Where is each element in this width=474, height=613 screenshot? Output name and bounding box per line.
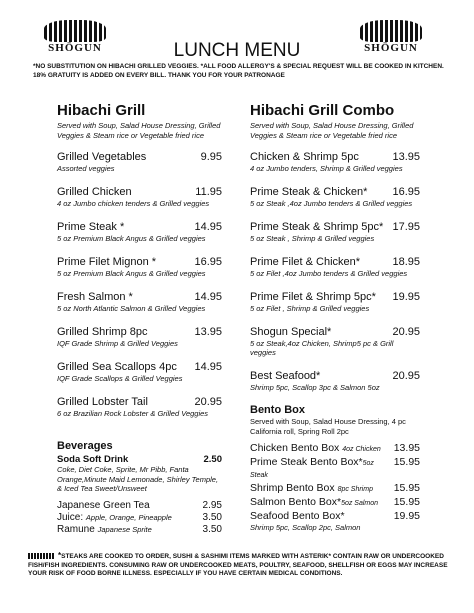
item-price: 15.95 [393,496,420,508]
item-description: 4 oz Jumbo chicken tenders & Grilled veggies [57,199,210,208]
footer-asterisk: * [58,551,62,560]
item-description: 5 oz Premium Black Angus & Grilled veggies [57,234,206,243]
item-name: Prime Steak & Shrimp 5pc* [250,221,384,233]
menu-item [250,326,420,357]
item-price: 18.95 [392,256,420,268]
item-note: 8pc Shrimp [337,486,373,493]
item-description: 6 oz Brazilian Rock Lobster & Grilled Veggies [57,409,209,418]
item-description: Shrimp 5pc, Scallop 3pc & Salmon 5oz [250,383,380,392]
item-price: 3.50 [202,511,222,523]
menu-item [57,326,222,348]
soda-description: Coke, Diet Coke, Sprite, Mr Pibb, Fanta Orange,Minute Maid Lemonade, Shirley Temple, & Iced Tea Sweet/Unsweet [57,465,219,493]
bento-item [250,456,420,480]
menu-item [250,221,420,243]
item-name: Prime Steak * [57,221,125,233]
item-name: Grilled Chicken [57,186,132,198]
item-name: Chicken & Shrimp 5pc [250,151,359,163]
menu-item [57,361,222,383]
item-name: Grilled Vegetables [57,151,147,163]
left-column [57,102,222,535]
item-price: 15.95 [393,456,420,468]
bento-item [250,442,420,454]
item-price: 13.95 [393,442,420,454]
item-price: 14.95 [194,291,222,303]
item-name: Prime Filet & Shrimp 5pc* [250,291,376,303]
logo-text: SHŌGUN [48,42,102,54]
item-price: 2.50 [203,454,222,465]
footer-text: STEAKS ARE COOKED TO ORDER, SUSHI & SASHIMI ITEMS MARKED WITH ASTERIK* CONTAIN RAW OR UNDERCOOKED FISH/FISH INGREDIENTS. CONSUMING RAW OR UNDERCOOKED MEATS, POULTRY, SEAFOOD, SHELLFISH OR EGGS MAY INCREASE YOUR RISK OF FOOD BORNE ILLNESS. ESPECIALLY IF YOU HAVE CERTAIN MEDICAL CONDITIONS. [28,553,448,577]
item-description: 5 oz Steak , Shrimp & Grilled veggies [250,234,375,243]
item-price: 9.95 [200,151,222,163]
item-name: Grilled Lobster Tail [57,396,148,408]
menu-item [250,291,420,313]
item-note: Japanese Sprite [97,524,152,534]
item-price: 19.95 [392,291,420,303]
item-description: Shrimp 5pc, Scallop 2pc, Salmon [250,523,361,532]
menu-item [250,256,420,278]
bento-item [250,510,420,522]
item-description: IQF Grade Scallops & Grilled Veggies [57,374,183,383]
item-description: 4 oz Jumbo tenders, Shrimp & Grilled veggies [250,164,403,173]
item-note: 5oz Salmon [341,500,379,507]
menu-item [250,151,420,173]
item-name: Chicken Bento Box [250,442,340,454]
combo-heading: Hibachi Grill Combo [250,102,395,119]
item-price: 14.95 [194,361,222,373]
logo-emblem-icon [44,20,106,42]
item-price: 11.95 [195,186,222,198]
item-note: 5oz Steak [250,460,374,479]
item-price: 14.95 [194,221,222,233]
item-name: Prime Filet & Chicken* [250,256,361,268]
item-name: Fresh Salmon * [57,291,133,303]
item-description: 5 oz Filet ,4oz Jumbo tenders & Grilled veggies [250,269,408,278]
item-price: 13.95 [392,151,420,163]
beverage-item [57,500,222,511]
item-price: 16.95 [194,256,222,268]
soda-row [57,454,222,465]
menu-item [57,221,222,243]
menu-item [57,291,222,313]
item-price: 2.95 [202,499,222,511]
item-note: 4oz Chicken [342,446,381,453]
item-name: Best Seafood* [250,370,321,382]
page-title: LUNCH MENU [173,40,301,61]
combo-description: Served with Soup, Salad House Dressing, Grilled Veggies & Steam rice or Vegetable fried rice [250,121,414,140]
logo-emblem-icon [360,20,422,42]
item-description: 5 oz Steak,4oz Chicken, Shrimp5 pc & Grill veggies [250,339,394,357]
right-column [250,102,420,532]
item-name: Shogun Special* [250,326,332,338]
menu-item [250,186,420,208]
item-name: Soda Soft Drink [57,454,129,465]
item-name: Prime Steak Bento Box* [250,456,363,468]
item-name: Seafood Bento Box* [250,510,345,522]
item-price: 3.50 [202,523,222,535]
item-description: IQF Grade Shrimp & Grilled Veggies [57,339,178,348]
footer-disclaimer [28,552,453,579]
item-name: Ramune [57,523,95,535]
notice-text: *NO SUBSTITUTION ON HIBACHI GRILLED VEGGIES. *ALL FOOD ALLERGY'S & SPECIAL REQUEST WILL BE COOKED IN KITCHEN. 18% GRATUITY IS ADDED ON EVERY BILL. THANK YOU FOR YOUR PATRONAGE [33,63,444,79]
hibachi-grill-heading: Hibachi Grill [57,102,146,119]
item-price: 19.95 [393,510,420,522]
beverages-heading: Beverages [57,440,113,452]
item-price: 13.95 [194,326,222,338]
item-note: Apple, Orange, Pineapple [85,512,172,522]
hibachi-grill-description: Served with Soup, Salad House Dressing, Grilled Veggies & Steam rice or Vegetable fried rice [57,121,221,140]
item-name: Salmon Bento Box* [250,496,342,508]
item-description: 5 oz Steak ,4oz Jumbo tenders & Grilled veggies [250,199,413,208]
item-name: Grilled Sea Scallops 4pc [57,361,177,373]
footer-logo-icon [28,553,54,559]
item-name: Prime Steak & Chicken* [250,186,368,198]
item-name: Japanese Green Tea [57,499,150,511]
item-price: 20.95 [392,370,420,382]
menu-item [250,370,420,392]
item-price: 20.95 [392,326,420,338]
menu-item [57,186,222,208]
beverage-item [57,512,222,523]
logo-text: SHŌGUN [364,42,418,54]
item-description: 5 oz North Atlantic Salmon & Grilled Veggies [57,304,206,313]
menu-item [57,151,222,173]
beverage-item [57,524,222,535]
bento-item [250,496,420,508]
bento-description: Served with Soup, Salad House Dressing, 4 pc California roll, Spring Roll 2pc [250,417,406,436]
item-name: Shrimp Bento Box [250,482,335,494]
bento-heading: Bento Box [250,404,305,416]
item-name: Grilled Shrimp 8pc [57,326,148,338]
menu-item [57,256,222,278]
item-price: 20.95 [194,396,222,408]
item-description: Assorted veggies [57,164,115,173]
item-price: 16.95 [392,186,420,198]
item-description: 5 oz Filet , Shrimp & Grilled veggies [250,304,370,313]
item-name: Juice: [57,511,84,523]
bento-item [250,482,420,494]
item-description: 5 oz Premium Black Angus & Grilled veggies [57,269,206,278]
item-price: 17.95 [392,221,420,233]
item-name: Prime Filet Mignon * [57,256,157,268]
menu-item [57,396,222,418]
item-price: 15.95 [393,482,420,494]
